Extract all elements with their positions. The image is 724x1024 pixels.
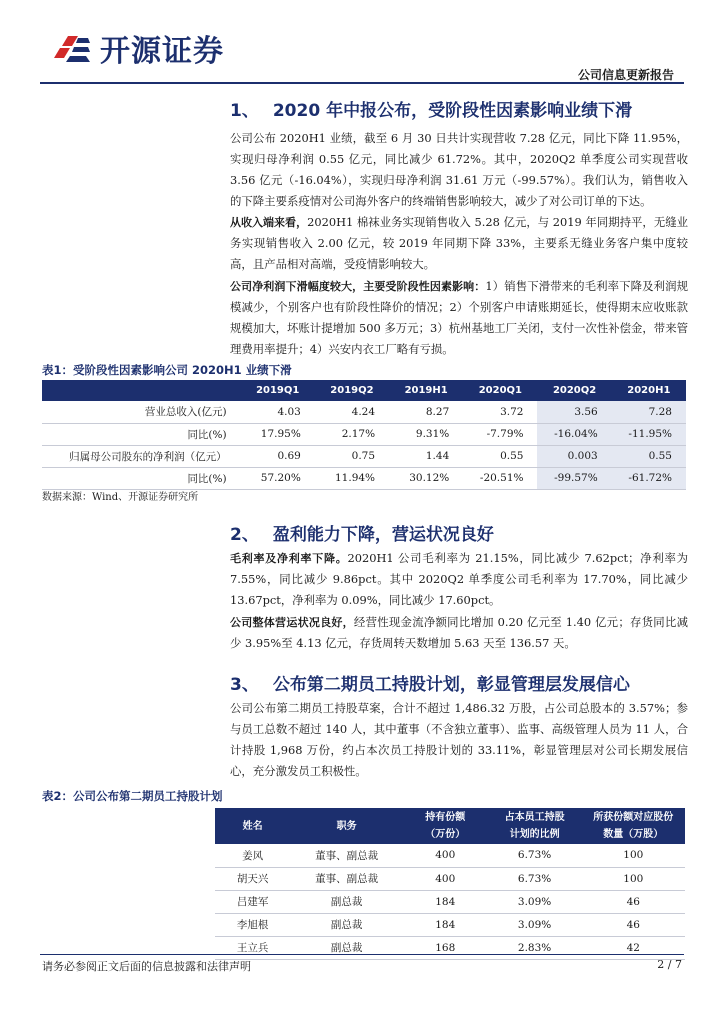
- paragraph-lead: 公司整体营运状况良好，: [230, 616, 354, 629]
- paragraph-body: 1）销售下滑带来的毛利率下降及利润规模减少，个别客户也有阶段性降价的情况；2）个别客户申请账期延长，使得期末应收账款规模加大，坏账计提增加 500 多万元；3）杭州基地工厂关闭，支付一次性补偿金，带来管理费用率提升；4）兴安内衣工厂略有亏损。: [230, 279, 689, 356]
- table-row: [215, 867, 685, 890]
- table-cell: 1.44: [389, 445, 463, 467]
- section-1-heading: [230, 96, 632, 121]
- table-header-cell: 2019H1: [389, 380, 463, 401]
- paragraph-body: 2020H1 公司毛利率为 21.15%，同比减少 7.62pct；净利率为 7.55%，同比减少 9.86pct。其中 2020Q2 单季度公司毛利率为 17.70%，同比减少 13.67pct，净利率为 0.09%，同比减少 17.60pct。: [230, 551, 689, 607]
- footer-divider: [40, 954, 684, 955]
- header-line: 占本员工持股: [504, 812, 565, 823]
- table-cell: -61.72%: [612, 467, 686, 489]
- table-cell: 0.69: [241, 445, 315, 467]
- person-name: 李旭根: [215, 913, 290, 936]
- row-label: 营业总收入(亿元): [42, 401, 241, 423]
- table-cell: 3.56: [537, 401, 611, 423]
- section-3-title: 公布第二期员工持股计划，彰显管理层发展信心: [272, 675, 630, 695]
- paragraph-body: 经营性现金流净额同比增加 0.20 亿元至 1.40 亿元；存货同比减少 3.95%至 4.13 亿元，存货周转天数增加 5.63 天至 136.57 天。: [230, 615, 688, 650]
- row-label: 同比(%): [42, 467, 241, 489]
- table-cell: 30.12%: [389, 467, 463, 489]
- table-cell: -20.51%: [463, 467, 537, 489]
- table-row: [42, 401, 686, 423]
- table-cell: 6.73%: [488, 844, 582, 867]
- table-cell: 3.09%: [488, 890, 582, 913]
- table-cell: 副总裁: [290, 936, 403, 959]
- header-line: 计划的比例: [509, 829, 560, 840]
- table-cell: 100: [582, 844, 685, 867]
- table-header-cell: 2020Q2: [537, 380, 611, 401]
- table-cell: 46: [582, 890, 685, 913]
- brand-logo: [50, 26, 224, 70]
- table-cell: -11.95%: [612, 423, 686, 445]
- row-label: 归属母公司股东的净利润（亿元）: [42, 445, 241, 467]
- paragraph-lead: 公司净利润下滑幅度较大，主要受阶段性因素影响：: [230, 280, 486, 293]
- table-cell: 3.09%: [488, 913, 582, 936]
- esop-table: [215, 808, 685, 960]
- table-cell: 副总裁: [290, 890, 403, 913]
- section-3-heading: [230, 670, 630, 695]
- header-line: 所获份额对应股份: [593, 812, 674, 823]
- table-header-cell: [42, 380, 241, 401]
- table-row: [215, 936, 685, 959]
- table-cell: 42: [582, 936, 685, 959]
- table-cell: 0.75: [315, 445, 389, 467]
- table-cell: 4.24: [315, 401, 389, 423]
- table-cell: 6.73%: [488, 867, 582, 890]
- page-header: [40, 20, 684, 80]
- table-header-cell: [215, 808, 290, 844]
- section-2-heading: [230, 520, 494, 545]
- table-cell: 0.55: [612, 445, 686, 467]
- table-1-source: 数据来源：Wind、开源证券研究所: [42, 492, 199, 503]
- table-header-cell: [582, 808, 685, 844]
- table-cell: -99.57%: [537, 467, 611, 489]
- page-number: 2 / 7: [657, 958, 682, 971]
- table-cell: 100: [582, 867, 685, 890]
- table-cell: 46: [582, 913, 685, 936]
- table-row: [42, 467, 686, 489]
- table-row: [215, 890, 685, 913]
- kaiyuan-logo-icon: [50, 28, 94, 68]
- person-name: 吕建军: [215, 890, 290, 913]
- table-2-title: 表2：公司公布第二期员工持股计划: [42, 789, 223, 803]
- section-2-paragraph-2: [230, 612, 688, 654]
- header-line: 数量（万股）: [603, 829, 664, 840]
- paragraph-lead: 毛利率及净利率下降。: [230, 552, 348, 565]
- table-cell: 2.17%: [315, 423, 389, 445]
- table-cell: 0.003: [537, 445, 611, 467]
- header-line: 持有份额: [425, 812, 466, 823]
- table-header-cell: 2019Q2: [315, 380, 389, 401]
- footer-disclaimer: 请务必参阅正文后面的信息披露和法律声明: [42, 960, 251, 973]
- section-2-title: 盈利能力下降，营运状况良好: [272, 525, 494, 545]
- table-row: [42, 445, 686, 467]
- section-1-number: 1、: [230, 101, 259, 121]
- table-row: [215, 844, 685, 867]
- table-cell: 400: [403, 844, 488, 867]
- section-2-number: 2、: [230, 525, 259, 545]
- table-row: [42, 423, 686, 445]
- header-line: （万份）: [425, 829, 466, 840]
- table-cell: 400: [403, 867, 488, 890]
- person-name: 王立兵: [215, 936, 290, 959]
- table-cell: 168: [403, 936, 488, 959]
- report-type-label: 公司信息更新报告: [577, 68, 674, 82]
- header-line: 姓名: [242, 820, 263, 832]
- table-cell: -16.04%: [537, 423, 611, 445]
- table-cell: 副总裁: [290, 913, 403, 936]
- table-cell: 3.72: [463, 401, 537, 423]
- section-1-paragraph-3: [230, 276, 688, 360]
- header-line: 职务: [336, 820, 357, 832]
- table-header-cell: 2020H1: [612, 380, 686, 401]
- person-name: 胡天兴: [215, 867, 290, 890]
- table-1-title: 表1：受阶段性因素影响公司 2020H1 业绩下滑: [42, 363, 292, 377]
- table-cell: 11.94%: [315, 467, 389, 489]
- section-1-paragraph-1: 公司公布 2020H1 业绩，截至 6 月 30 日共计实现营收 7.28 亿元，同比下降 11.95%，实现归母净利润 0.55 亿元，同比减少 61.72%。其中，2020Q2 单季度公司实现营收 3.56 亿元（-16.04%），实现归母净利润 31.61 万元（-99.57%）。我们认为，销售收入的下降主要系疫情对公司海外客户的终端销售影响较大，减少了对公司订单的下达。: [230, 131, 688, 208]
- section-3-number: 3、: [230, 675, 259, 695]
- table-cell: 2.83%: [488, 936, 582, 959]
- section-1-paragraph-2: [230, 212, 688, 275]
- section-1-title: 2020 年中报公布，受阶段性因素影响业绩下滑: [272, 101, 633, 121]
- table-cell: 8.27: [389, 401, 463, 423]
- performance-table: [42, 380, 686, 490]
- table-header-cell: 2019Q1: [241, 380, 315, 401]
- table-header-cell: [403, 808, 488, 844]
- table-cell: 7.28: [612, 401, 686, 423]
- row-label: 同比(%): [42, 423, 241, 445]
- table-cell: 0.55: [463, 445, 537, 467]
- section-2-paragraph-1: [230, 548, 688, 611]
- table-header-cell: 2020Q1: [463, 380, 537, 401]
- table-cell: 184: [403, 913, 488, 936]
- table-cell: 4.03: [241, 401, 315, 423]
- paragraph-body: 2020H1 棉袜业务实现销售收入 5.28 亿元，与 2019 年同期持平，无缝业务实现销售收入 2.00 亿元，较 2019 年同期下降 33%，主要系无缝业务客户集中度较高，且产品相对高端，受疫情影响较大。: [230, 215, 689, 271]
- table-header-cell: [488, 808, 582, 844]
- paragraph-lead: 从收入端来看，: [230, 216, 308, 229]
- table-row: [215, 913, 685, 936]
- table-cell: 184: [403, 890, 488, 913]
- table-cell: 57.20%: [241, 467, 315, 489]
- table-cell: 9.31%: [389, 423, 463, 445]
- header-divider: [40, 82, 684, 84]
- table-cell: -7.79%: [463, 423, 537, 445]
- table-cell: 董事、副总裁: [290, 867, 403, 890]
- table-cell: 17.95%: [241, 423, 315, 445]
- table-header-cell: [290, 808, 403, 844]
- section-3-paragraph-1: 公司公布第二期员工持股草案，合计不超过 1,486.32 万股，占公司总股本的 3.57%；参与员工总数不超过 140 人，其中董事（不含独立董事）、监事、高级管理人员为 11 人，合计持股 1,968 万份，约占本次员工持股计划的 33.11%，彰显管理层对公司长期发展信心，充分激发员工积极性。: [230, 701, 688, 778]
- table-cell: 董事、副总裁: [290, 844, 403, 867]
- brand-name: 开源证券: [100, 34, 224, 69]
- person-name: 姜风: [215, 844, 290, 867]
